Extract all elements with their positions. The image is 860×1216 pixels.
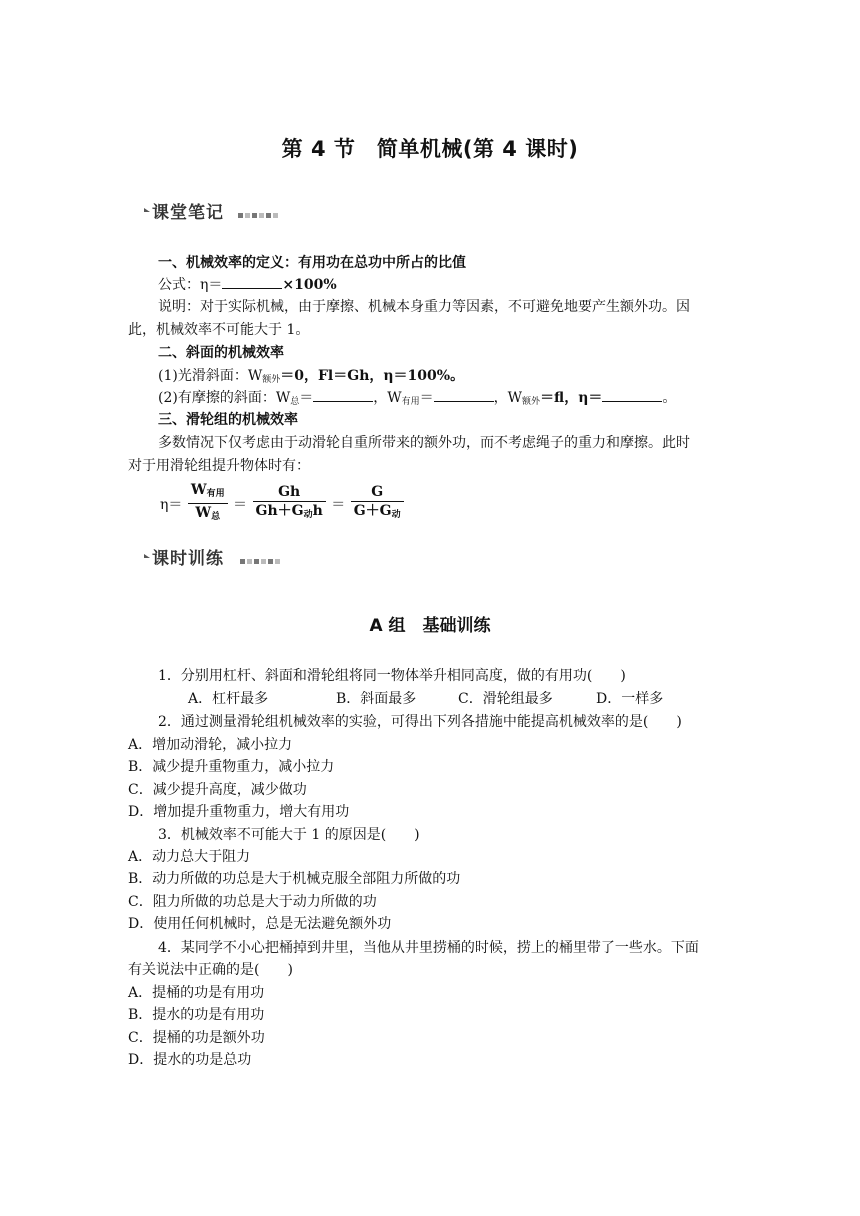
page-title: 第 4 节 简单机械(第 4 课时) bbox=[281, 137, 579, 161]
denominator-end: h bbox=[312, 503, 323, 519]
notes-heading-3: 三、滑轮组的机械效率 bbox=[158, 412, 298, 428]
fraction-1 bbox=[188, 481, 228, 526]
subscript: 总 bbox=[211, 512, 221, 522]
friction-incline-text: (2)有摩擦的斜面：W bbox=[158, 390, 291, 406]
subscript: 动 bbox=[303, 510, 313, 520]
option: C．阻力所做的功总是大于动力所做的功 bbox=[128, 894, 377, 910]
equals: ＝ bbox=[233, 496, 248, 513]
question-3-stem: 3．机械效率不可能大于 1 的原因是( ) bbox=[158, 827, 420, 843]
notes-banner bbox=[128, 198, 298, 224]
notes-heading-1: 一、机械效率的定义：有用功在总功中所占的比值 bbox=[158, 255, 466, 271]
period: 。 bbox=[662, 390, 677, 406]
explain-line-1: 说明：对于实际机械，由于摩擦、机械本身重力等因素，不可避免地要产生额外功。因 bbox=[158, 299, 690, 315]
smooth-incline-rest: ＝0，Fl＝Gh，η＝100%。 bbox=[280, 368, 465, 384]
pulley-para-2: 对于用滑轮组提升物体时有： bbox=[128, 458, 310, 474]
training-banner bbox=[128, 544, 298, 570]
smooth-incline-text: (1)光滑斜面：W bbox=[158, 368, 263, 384]
notes-heading-2: 二、斜面的机械效率 bbox=[158, 345, 284, 361]
question-1-stem: 1．分别用杠杆、斜面和滑轮组将同一物体举升相同高度，做的有用功( ) bbox=[158, 668, 626, 684]
extra-work-value: ＝fl，η＝ bbox=[540, 390, 603, 406]
option: A．杠杆最多 bbox=[188, 691, 269, 707]
question-1-options bbox=[188, 688, 663, 710]
option: D．提水的功是总功 bbox=[128, 1052, 252, 1068]
numerator: G bbox=[351, 483, 404, 502]
option: A．增加动滑轮，减小拉力 bbox=[128, 737, 293, 753]
option: D．增加提升重物重力，增大有用功 bbox=[128, 804, 350, 820]
arrow-icon bbox=[128, 552, 150, 560]
formula-suffix: ×100% bbox=[282, 277, 337, 293]
option: B．斜面最多 bbox=[336, 691, 417, 707]
fraction-3 bbox=[351, 483, 404, 524]
fraction-2 bbox=[253, 483, 326, 524]
equals: ＝ bbox=[299, 390, 314, 406]
denominator: Gh＋G bbox=[255, 503, 304, 519]
equals: ＝ bbox=[331, 496, 346, 513]
denominator: G＋G bbox=[353, 503, 392, 519]
equals: ＝ bbox=[419, 390, 434, 406]
denominator: W bbox=[195, 505, 212, 521]
answer-blank bbox=[313, 388, 373, 402]
answer-blank bbox=[434, 388, 494, 402]
efficiency-formula bbox=[160, 481, 405, 526]
banner-dots bbox=[238, 213, 280, 219]
pulley-para-1: 多数情况下仅考虑由于动滑轮自重所带来的额外功，而不考虑绳子的重力和摩擦。此时 bbox=[158, 435, 690, 451]
subscript: 有用 bbox=[401, 397, 420, 407]
subscript: 有用 bbox=[206, 489, 225, 499]
banner-dots bbox=[240, 559, 282, 565]
separator: ，W bbox=[373, 390, 402, 406]
notes-banner-label: 课堂笔记 bbox=[152, 203, 224, 223]
option: D．使用任何机械时，总是无法避免额外功 bbox=[128, 916, 392, 932]
subscript: 额外 bbox=[522, 397, 541, 407]
numerator: W bbox=[190, 482, 207, 498]
option: D．一样多 bbox=[596, 691, 664, 707]
formula-line bbox=[158, 274, 337, 296]
separator: ，W bbox=[493, 390, 523, 406]
training-banner-label: 课时训练 bbox=[152, 549, 224, 569]
subscript: 动 bbox=[391, 510, 401, 520]
question-2-stem: 2．通过测量滑轮组机械效率的实验，可得出下列各措施中能提高机械效率的是( ) bbox=[158, 714, 682, 730]
option: B．提水的功是有用功 bbox=[128, 1007, 265, 1023]
option: C．提桶的功是额外功 bbox=[128, 1030, 265, 1046]
subscript: 总 bbox=[290, 397, 300, 407]
question-4-stem-2: 有关说法中正确的是( ) bbox=[128, 962, 293, 978]
formula-prefix: 公式：η＝ bbox=[158, 277, 223, 293]
arrow-icon bbox=[128, 206, 150, 214]
question-4-stem-1: 4．某同学不小心把桶掉到井里，当他从井里捞桶的时候，捞上的桶里带了一些水。下面 bbox=[158, 940, 699, 956]
answer-blank bbox=[602, 388, 662, 402]
answer-blank bbox=[222, 275, 282, 289]
option: C．减少提升高度，减少做功 bbox=[128, 782, 307, 798]
numerator: Gh bbox=[253, 483, 326, 502]
subscript: 额外 bbox=[262, 375, 281, 385]
group-title: A 组 基础训练 bbox=[369, 616, 491, 636]
option: A．动力总大于阻力 bbox=[128, 849, 251, 865]
eta-symbol: η＝ bbox=[160, 496, 183, 513]
option: C．滑轮组最多 bbox=[458, 691, 553, 707]
option: B．动力所做的功总是大于机械克服全部阻力所做的功 bbox=[128, 871, 461, 887]
explain-line-2: 此，机械效率不可能大于 1。 bbox=[128, 322, 310, 338]
option: B．减少提升重物重力，减小拉力 bbox=[128, 759, 335, 775]
option: A．提桶的功是有用功 bbox=[128, 985, 265, 1001]
